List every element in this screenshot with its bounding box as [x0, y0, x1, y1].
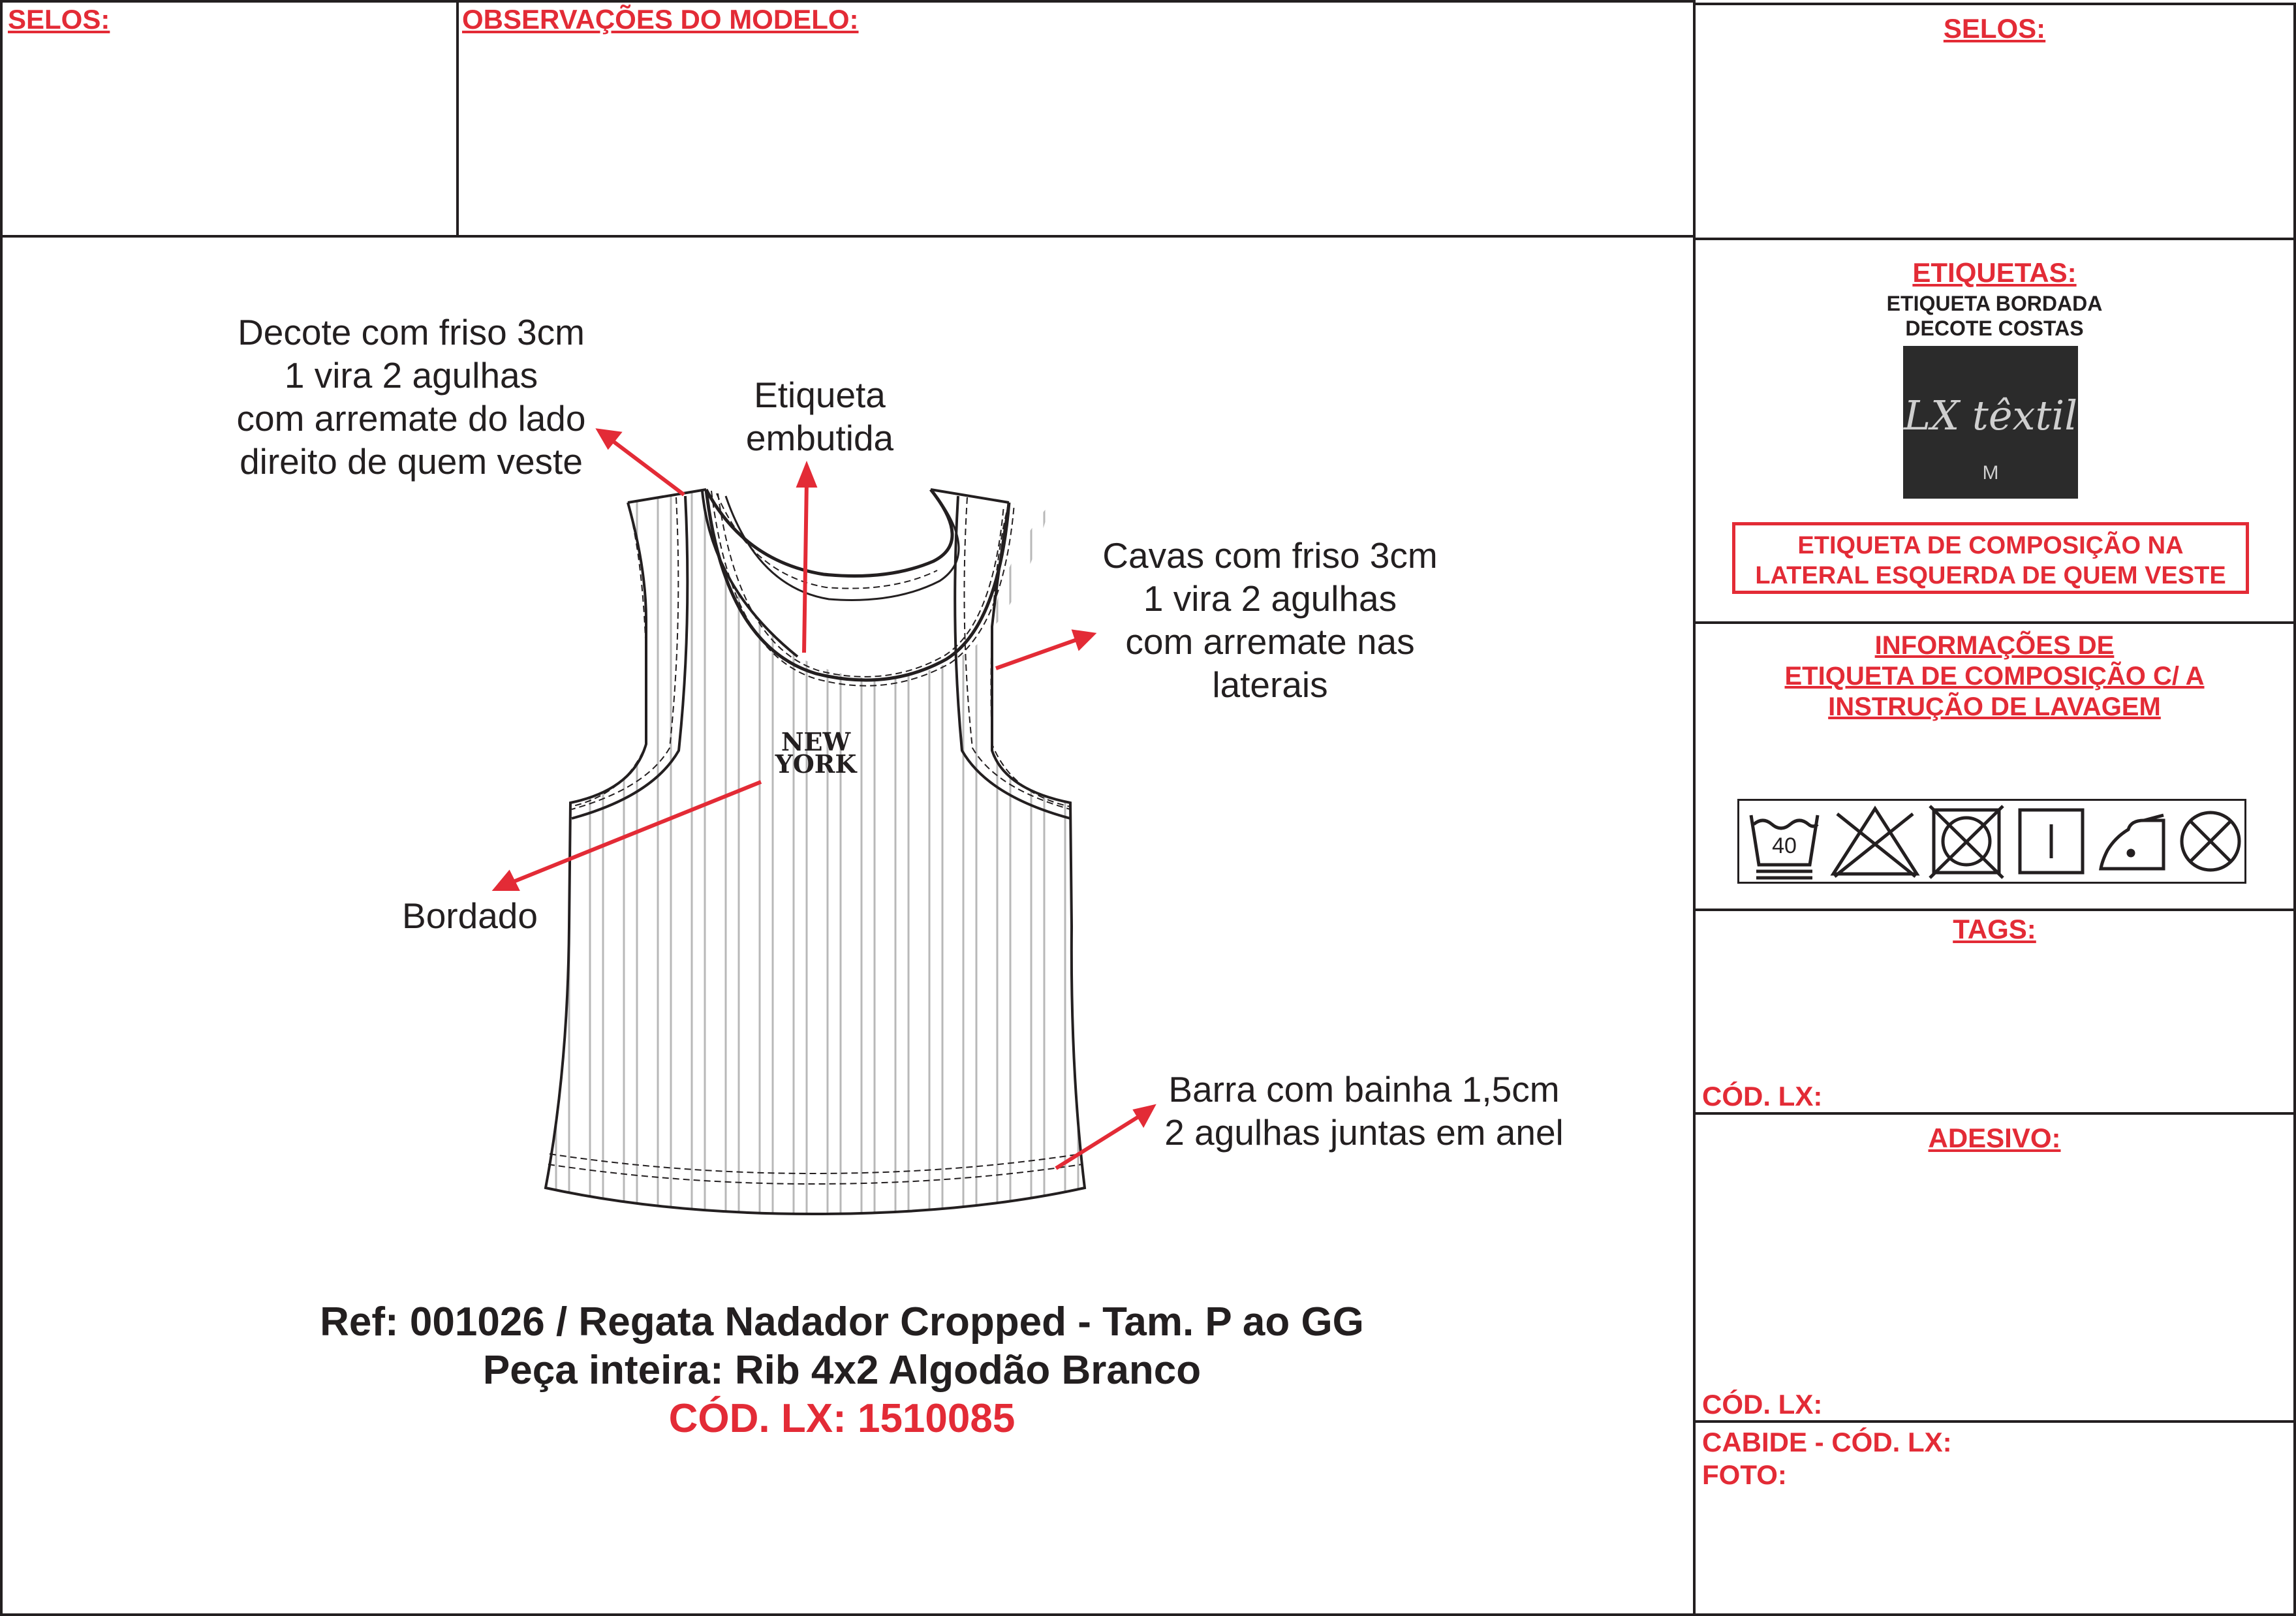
etiquetas-heading: ETIQUETAS:	[1912, 257, 2077, 288]
composicao-location-box: ETIQUETA DE COMPOSIÇÃO NA LATERAL ESQUERDA DE QUEM VESTE	[1732, 522, 2249, 594]
note-bordado: Bordado	[402, 895, 538, 936]
no-tumble-dry-icon	[1930, 806, 2003, 878]
brand-label	[1903, 346, 2078, 499]
sidebar-selos-heading: SELOS:	[1943, 13, 2046, 44]
product-code: CÓD. LX: 1510085	[668, 1396, 1016, 1441]
brand-label-size: M	[1982, 462, 1999, 484]
garment-outline	[546, 489, 1085, 1214]
cod-lx-tags-label: CÓD. LX:	[1702, 1081, 1823, 1111]
wash-care-svg	[1739, 801, 2244, 882]
adesivo-heading: ADESIVO:	[1928, 1123, 2061, 1153]
svg-text:YORK: YORK	[775, 749, 857, 779]
cabide-label: CABIDE - CÓD. LX:	[1702, 1427, 1952, 1457]
line-dry-icon	[2020, 810, 2083, 873]
note-etiqueta: Etiqueta embutida	[745, 375, 894, 458]
note-decote: Decote com friso 3cm 1 vira 2 agulhas com arremate do lado direito de quem veste	[236, 312, 586, 482]
brand-label-name: LX têxtil	[1903, 392, 2078, 439]
etiqueta-bordada-text: ETIQUETA BORDADA DECOTE COSTAS	[1886, 292, 2103, 340]
tags-heading: TAGS:	[1953, 914, 2036, 944]
low-iron-icon	[2101, 815, 2164, 869]
wash-temp-text: 40	[1772, 833, 1797, 858]
cod-lx-adesivo-label: CÓD. LX:	[1702, 1389, 1823, 1420]
sidebar-adesivo-cell	[1693, 1112, 2296, 1423]
product-ref: Ref: 001026 / Regata Nadador Cropped - Tam. P ao GG	[320, 1299, 1364, 1344]
svg-text:NEW: NEW	[781, 727, 851, 756]
note-barra: Barra com bainha 1,5cm 2 agulhas juntas em anel	[1164, 1069, 1564, 1153]
product-material: Peça inteira: Rib 4x2 Algodão Branco	[482, 1348, 1202, 1393]
selos-left-heading: SELOS:	[8, 4, 110, 35]
observacoes-heading: OBSERVAÇÕES DO MODELO:	[462, 4, 859, 35]
embroidery-new-york	[775, 727, 858, 779]
note-cavas: Cavas com friso 3cm 1 vira 2 agulhas com arremate nas laterais	[1102, 535, 1438, 705]
informacoes-heading: INFORMAÇÕES DE ETIQUETA DE COMPOSIÇÃO C/ A INSTRUÇÃO DE LAVAGEM	[1784, 631, 2205, 721]
foto-label: FOTO:	[1702, 1459, 1787, 1490]
no-bleach-icon	[1833, 809, 1917, 877]
no-dry-clean-icon	[2182, 813, 2239, 870]
wash-care-symbols	[1737, 799, 2246, 884]
